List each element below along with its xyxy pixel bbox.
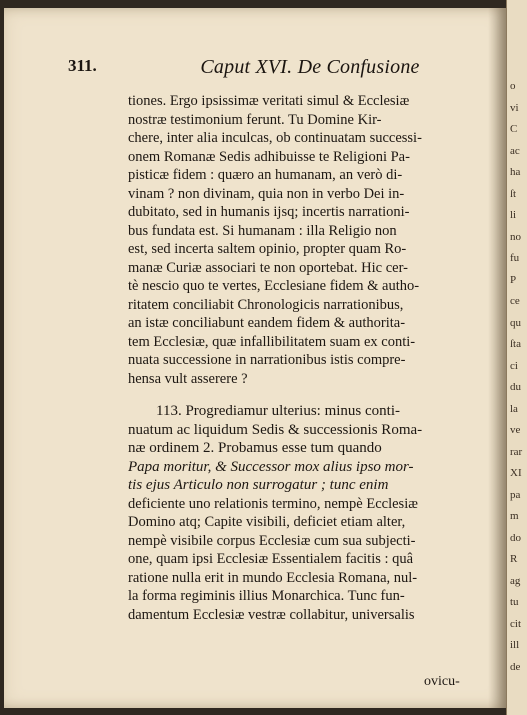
body-line: nuata successione in narrationibus istis compre- (128, 352, 406, 368)
facing-page-fragment: ha (510, 166, 521, 178)
catchword: ovicu- (424, 674, 460, 689)
facing-page-fragment: ac (510, 144, 520, 157)
facing-page-fragment: ve (510, 424, 521, 436)
facing-page-fragment: li (510, 209, 517, 221)
body-line: vinam ? non divinam, quia non in verbo Dei in- (128, 185, 405, 202)
facing-page-fragment: cit (510, 617, 521, 630)
facing-page-fragment: m (510, 510, 519, 522)
facing-page-fragment: do (510, 531, 521, 544)
body-line: tiones. Ergo ipsissimæ veritati simul & Ecclesiæ (128, 93, 410, 109)
facing-page-fragment: ce (510, 295, 520, 307)
body-line: hensa vult asserere ? (128, 370, 248, 387)
body-line: bus fundata est. Si humanam : illa Religio non (128, 222, 397, 239)
body-line: chere, inter alia inculcas, ob continuatam successi- (128, 130, 422, 146)
paragraph-113-line (128, 476, 478, 495)
paragraph-113-line: 113. Progrediamur ulterius: minus conti- (156, 403, 400, 419)
paragraph-spacer (128, 388, 478, 402)
body-line: tè nescio quo te vertes, Ecclesiane fidem & autho- (128, 278, 420, 294)
facing-page-fragment: qu (510, 316, 521, 329)
paragraph-113-line (128, 458, 478, 477)
facing-page-fragment: rar (510, 445, 523, 458)
body-line: onem Romanæ Sedis adhibuisse te Religioni Pa- (128, 148, 410, 165)
facing-page-fragment: ſt (510, 187, 517, 200)
facing-page-fragment: de (510, 660, 521, 673)
facing-page-fragment: XI (510, 467, 522, 479)
facing-page-fragment: no (510, 230, 521, 243)
body-line: dubitato, sed in humanis ijsq; incertis narrationi- (128, 204, 410, 220)
body-line: tem Ecclesiæ, quæ infallibilitatem suam ex conti- (128, 333, 416, 350)
paragraph-113-line: damentum Ecclesiæ vestræ collabitur, universalis (128, 606, 415, 623)
text-block (128, 92, 478, 624)
italic-text: tis ejus Articulo non surrogatur ; tunc enim (128, 477, 389, 493)
body-line: pisticæ fidem : quæro an humanam, an verò di- (128, 167, 403, 183)
facing-page-fragment: R (510, 553, 518, 565)
paragraph-113-line: Domino atq; Capite visibili, deficiet etiam alter, (128, 514, 406, 530)
body-line: nostræ testimonium ferunt. Tu Domine Kir- (128, 111, 382, 128)
facing-page-fragment: ſta (510, 338, 521, 350)
facing-page-edge (506, 0, 527, 715)
paragraph-113-line: ratione nulla erit in mundo Ecclesia Romana, nul- (128, 569, 418, 586)
facing-page-fragment: tu (510, 596, 519, 608)
facing-page-fragment: pa (510, 488, 521, 501)
body-line: est, sed incerta saltem opinio, propter quam Ro- (128, 241, 407, 257)
facing-page-fragment: fu (510, 252, 520, 264)
italic-text: Papa moritur, & Successor mox alius ipso mor- (128, 458, 414, 475)
paragraph-113-line: la forma regiminis illius Monarchica. Tunc fun- (128, 588, 405, 604)
facing-page-fragment: vi (510, 101, 519, 114)
facing-page-fragment: P (510, 273, 517, 286)
page-number: 311. (68, 56, 97, 75)
body-line: an istæ conciliabunt eandem fidem & authorita- (128, 315, 406, 331)
facing-page-fragment: C (510, 123, 518, 135)
paragraph-113-line: nuatum ac liquidum Sedis & successionis Roma- (128, 421, 423, 438)
paragraph-113-line: deficiente uno relationis termino, nempè Ecclesiæ (128, 495, 418, 512)
facing-page-fragment: o (510, 80, 516, 92)
facing-page-fragment: du (510, 381, 521, 393)
facing-page-fragment: ag (510, 574, 521, 587)
paragraph-113-line: næ ordinem 2. Probamus esse tum quando (128, 440, 382, 456)
body-line: manæ Curiæ associari te non oportebat. Hic cer- (128, 259, 408, 276)
facing-page-fragment: ci (510, 359, 518, 372)
paragraph-113-line: nempè visibile corpus Ecclesiæ cum sua subjecti- (128, 532, 416, 549)
gutter-shadow (488, 8, 506, 708)
facing-page-fragment: la (510, 402, 518, 415)
facing-page-fragment: ill (510, 639, 520, 651)
paragraph-113-line: one, quam ipsi Ecclesiæ Essentialem facitis : quâ (128, 551, 414, 567)
body-line: ritatem conciliabit Chronologicis narrationibus, (128, 296, 404, 313)
running-head: Caput XVI. De Confusione (200, 56, 420, 78)
